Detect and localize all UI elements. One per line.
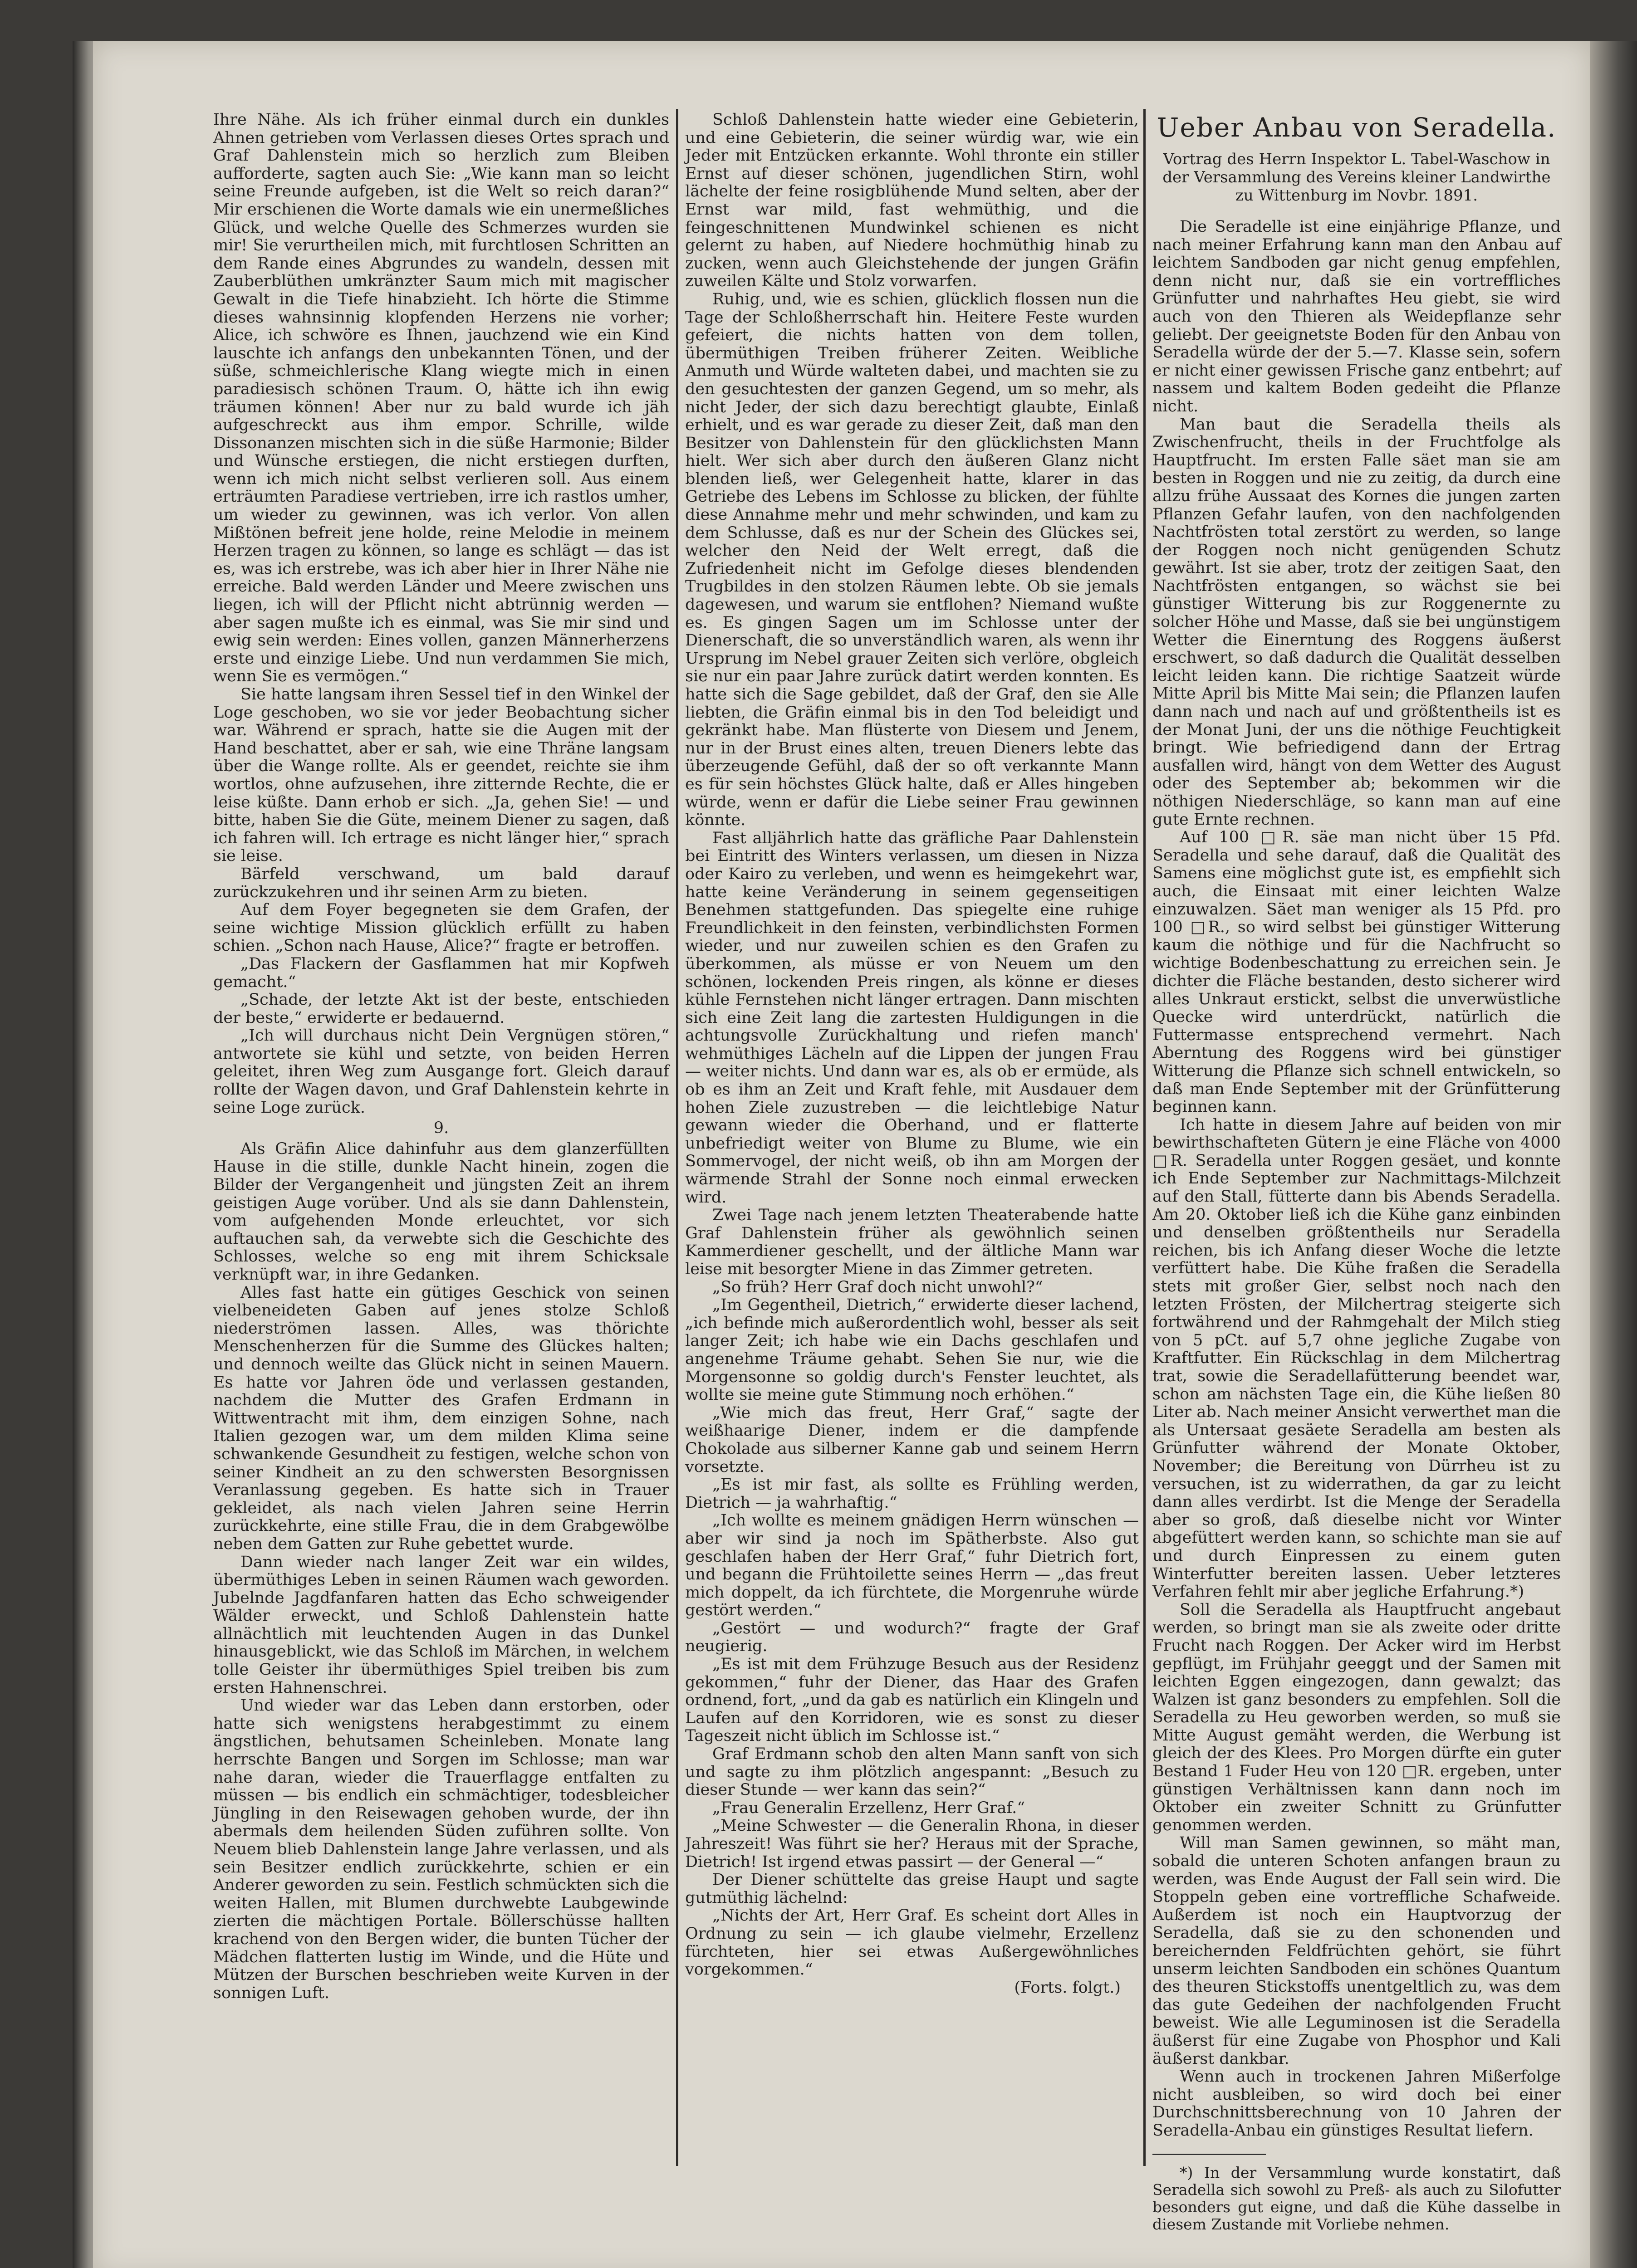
story-paragraph: „Im Gegentheil, Dietrich,“ erwiderte dieser lachend, „ich befinde mich außerordentlich wohl, besser als seit langer Zeit; ich habe wie ein Dachs geschlafen und angenehme Träume gehabt. Sehen Sie nur, wie die Morgensonne so goldig durch's Fenster leuchtet, als wollte sie meine gute Stimmung noch erhöhen.“ [685,1296,1139,1404]
story-column-middle [685,111,1139,2161]
story-paragraph: „Ich wollte es meinem gnädigen Herrn wünschen — aber wir sind ja noch im Spätherbste. Also gut geschlafen haben der Herr Graf,“ fuhr Dietrich fort, und begann die Frühtoilette seines Herrn — „das freut mich doppelt, da ich fürchtete, die Morgenruhe würde gestört werden.“ [685,1511,1139,1620]
column-rule [1143,109,1146,2166]
article-title: Ueber Anbau von Seradella. [1157,112,1557,143]
story-paragraph: „Ich will durchaus nicht Dein Vergnügen stören,“ antwortete sie kühl und setzte, von beiden Herren geleitet, ihren Weg zum Ausgange fort. Gleich darauf rollte der Wagen davon, und Graf Dahlenstein kehrte in seine Loge zurück. [213,1026,669,1117]
article-paragraph: Auf 100 □R. säe man nicht über 15 Pfd. Seradella und sehe darauf, daß die Qualität des Samens eine möglichst gute ist, es empfiehlt sich auch, die Einsaat mit einer leichten Walze einzuwalzen. Säet man weniger als 15 Pfd. pro 100 □R., so wird selbst bei günstiger Witterung kaum die nöthige und für die Nachfrucht so wichtige Bodenbeschattung zu erreichen sein. Je dichter die Fläche bestanden, desto sicherer wird alles Unkraut erstickt, selbst die unverwüstliche Quecke wird unterdrückt, natürlich die Futtermasse entsprechend vermehrt. Nach Aberntung des Roggens wird bei günstiger Witterung die Pflanze sich schnell entwickeln, so daß man Ende September mit der Grünfütterung beginnen kann. [1152,828,1561,1116]
page-edge [1590,41,1637,2268]
story-column-left [213,111,669,2161]
footnote: *) In der Versammlung wurde konstatirt, daß Seradella sich sowohl zu Preß- als auch zu Silofutter besonders gut eigne, und daß die Kühe dasselbe in diesem Zustande mit Vorliebe nehmen. [1152,2163,1561,2233]
article-subtitle: Vortrag des Herrn Inspektor L. Tabel-Waschow in der Versammlung des Vereins kleiner Landwirthe zu Wittenburg im Novbr. 1891. [1162,150,1551,205]
story-paragraph: „Frau Generalin Erzellenz, Herr Graf.“ [712,1799,1025,1817]
chapter-number: 9. [433,1119,449,1138]
story-paragraph: Als Gräfin Alice dahinfuhr aus dem glanzerfüllten Hause in die stille, dunkle Nacht hinein, zogen die Bilder der Vergangenheit und jüngsten Zeit an ihrem geistigen Auge vorüber. Und als sie dann Dahlenstein, vom aufgehenden Monde erleuchtet, vor sich auftauchen sah, da verwebte sich die Geschichte des Schlosses, welche so eng mit ihrem Schicksale verknüpft war, in ihre Gedanken. [213,1139,669,1284]
story-paragraph: „Wie mich das freut, Herr Graf,“ sagte der weißhaarige Diener, indem er die dampfende Chokolade aus silberner Kanne gab und seinem Herrn vorsetzte. [685,1403,1139,1476]
story-paragraph: Fast alljährlich hatte das gräfliche Paar Dahlenstein bei Eintritt des Winters verlassen, um diesen in Nizza oder Kairo zu verleben, und wenn es heimgekehrt war, hatte keine Veränderung in seinem gegenseitigen Benehmen stattgefunden. Das spiegelte eine ruhige Freundlichkeit in den feinsten, verbindlichsten Formen wieder, und nur zuweilen schien es den Grafen zu überkommen, als müsse er von Neuem um den schönen, lockenden Preis ringen, als könne er dieses kühle Fernstehen nicht länger ertragen. Dann mischten sich eine Zeit lang die zartesten Huldigungen in die achtungsvolle Zurückhaltung und riefen manch' wehmüthiges Lächeln auf die Lippen der jungen Frau — weiter nichts. Und dann war es, als ob er ermüde, als ob es ihm an Zeit und Kraft fehle, mit Ausdauer dem hohen Ziele zuzustreben — die leichtlebige Natur gewann wieder die Oberhand, und er flatterte unbefriedigt weiter von Blume zu Blume, wie ein Sommervogel, der nicht weiß, ob ihn am Morgen der wärmende Strahl der Sonne noch einmal erwecken wird. [685,829,1139,1207]
article-paragraph: Will man Samen gewinnen, so mäht man, sobald die unteren Schoten anfangen braun zu werden, was Ende August der Fall sein wird. Die Stoppeln geben eine vortreffliche Schafweide. Außerdem ist noch ein Hauptvorzug der Seradella, daß sie zu den schonenden und bereichernden Feldfrüchten gehört, sie führt unserm leichten Sandboden ein schönes Quantum des theuren Stickstoffs unentgeltlich zu, was dem das gute Gedeihen der nachfolgenden Frucht beweist. Wie alle Leguminosen ist die Seradella äußerst für eine Zugabe von Phosphor und Kali äußerst dankbar. [1152,1834,1561,2068]
story-paragraph: „So früh? Herr Graf doch nicht unwohl?“ [712,1278,1043,1296]
story-paragraph: Ihre Nähe. Als ich früher einmal durch ein dunkles Ahnen getrieben vom Verlassen dieses Ortes sprach und Graf Dahlenstein mich so herzlich zum Bleiben aufforderte, sagten auch Sie: „Wie kann man so leicht seine Freunde aufgeben, ist die Welt so reich daran?“ Mir erschienen die Worte damals wie ein unermeßliches Glück, und welche Quelle des Schmerzes wurden sie mir! Sie verurtheilen mich, mit furchtlosen Schritten an dem Rande eines Abgrundes zu wandeln, dessen mit Zauberblüthen umkränzter Saum mich mit magischer Gewalt in die Tiefe hinabzieht. Ich hörte die Stimme dieses wahnsinnig klopfenden Herzens nie vorher; Alice, ich schwöre es Ihnen, jauchzend wie ein Kind lauschte ich anfangs den unbekannten Tönen, und der süße, schmeichlerische Klang wiegte mich in einen paradiesisch schönen Traum. O, hätte ich ihn ewig träumen können! Aber nur zu bald wurde ich jäh aufgeschreckt aus ihm empor. Schrille, wilde Dissonanzen mischten sich in die süße Harmonie; Bilder und Wünsche erstiegen, die nicht erstiegen durften, wenn ich mich nicht selbst verlieren soll. Aus einem erträumten Paradiese vertrieben, irre ich rastlos umher, um wieder zu gewinnen, was ich verlor. Von allen Mißtönen befreit jene holde, reine Melodie in meinem Herzen tragen zu können, so lange es schlägt — das ist es, was ich erstrebe, was ich aber hier in Ihrer Nähe nie erreiche. Bald werden Länder und Meere zwischen uns liegen, ich will der Pflicht nicht abtrünnig werden — aber sagen mußte ich es einmal, was Sie mir sind und ewig sein werden: Eines vollen, ganzen Männerherzens erste und einzige Liebe. Und nun verdammen Sie mich, wenn Sie es vermögen.“ [213,111,669,686]
continued-note: (Forts. folgt.) [1014,1978,1121,1997]
article-paragraph: Man baut die Seradella theils als Zwischenfrucht, theils in der Fruchtfolge als Hauptfrucht. Im ersten Falle säet man sie am besten in Roggen und nie zu zeitig, da durch eine allzu frühe Aussaat des Kornes die jungen zarten Pflanzen Gefahr laufen, von den nachfolgenden Nachtfrösten total zerstört zu werden, so lange der Roggen noch nicht genügenden Schutz gewährt. Ist sie aber, trotz der zeitigen Saat, den Nachtfrösten entgangen, so wächst sie bei günstiger Witterung bis zur Roggenernte zu solcher Höhe und Masse, daß sie bei ungünstigem Wetter die Einerntung des Roggens äußerst erschwert, so daß dadurch die Qualität desselben leicht leiden kann. Die richtige Saatzeit würde Mitte April bis Mitte Mai sein; die Pflanzen laufen dann nach und nach auf und größtentheils ist es der Monat Juni, der uns die nöthige Feuchtigkeit bringt. Wie befriedigend dann der Ertrag ausfallen wird, hängt von dem Wetter des August oder des September ab; bekommen wir die nöthigen Niederschläge, so kann man auf eine gute Ernte rechnen. [1152,415,1561,829]
article-paragraph: Ich hatte in diesem Jahre auf beiden von mir bewirthschafteten Gütern je eine Fläche von 4000 □R. Seradella unter Roggen gesäet, und konnte ich Ende September zur Nachmittags-Milchzeit auf den Stall, fütterte dann bis Abends Seradella. Am 20. Oktober ließ ich die Kühe ganz einbinden und denselben größtentheils nur Seradella reichen, bis ich Anfang dieser Woche die letzte verfüttert habe. Die Kühe fraßen die Seradella stets mit großer Gier, selbst noch nach den letzten Frösten, der Milchertrag steigerte sich fortwährend und der Rahmgehalt der Milch stieg von 5 pCt. auf 5,7 ohne jegliche Zugabe von Kraftfutter. Ein Rückschlag in dem Milchertrag trat, sowie die Seradellafütterung beendet war, schon am nächsten Tage ein, die Kühe ließen 80 Liter ab. Nach meiner Ansicht verwerthet man die als Untersaat gesäete Seradella am besten als Grünfutter während der Monate Oktober, November; die Bereitung von Dürrheu ist zu versuchen, ist zu widerrathen, da gar zu leicht dann alles verdirbt. Ist die Menge der Seradella aber so groß, daß dieselbe nicht vor Winter abgefüttert werden kann, so schichte man sie auf und durch Einpressen zu einem guten Winterfutter bereiten lassen. Ueber letzteres Verfahren fehlt mir aber jegliche Erfahrung.*) [1152,1115,1561,1601]
story-paragraph: Ruhig, und, wie es schien, glücklich flossen nun die Tage der Schloßherrschaft hin. Heitere Feste wurden gefeiert, die nichts hatten von dem tollen, übermüthigen Treiben früherer Zeiten. Weibliche Anmuth und Würde walteten dabei, und machten sie zu den gesuchtesten der ganzen Gegend, um so mehr, als nicht Jeder, der sich dazu berechtigt glaubte, Einlaß erhielt, und es war gerade zu dieser Zeit, daß man den Besitzer von Dahlenstein für den glücklichsten Mann hielt. Wer sich aber durch den äußeren Glanz nicht blenden ließ, wer Gelegenheit hatte, klarer in das Getriebe des Lebens im Schlosse zu blicken, der fühlte diese Annahme mehr und mehr schwinden, und kam zu dem Schlusse, daß es nur der Schein des Glückes sei, welcher den Neid der Welt erregt, daß die Zufriedenheit nicht im Gefolge dieses blendenden Trugbildes in den stolzen Räumen lebte. Ob sie jemals dagewesen, und warum sie entflohen? Niemand wußte es. Es gingen Sagen um im Schlosse unter der Dienerschaft, die so unverständlich waren, als wenn ihr Ursprung im Nebel grauer Zeiten sich verlöre, obgleich sie nur ein paar Jahre zurück datirt werden konnten. Es hatte sich die Sage gebildet, daß der Graf, den sie Alle liebten, die Gräfin einmal bis in den Tod beleidigt und gekränkt habe. Man flüsterte von Diesem und Jenem, nur in der Brust eines alten, treuen Dieners lebte das überzeugende Gefühl, daß der so oft verkannte Mann es für sein höchstes Glück halte, daß er Alles hingeben würde, wenn er dafür die Liebe seiner Frau gewinnen könnte. [685,290,1139,830]
column-rule [676,109,678,2166]
story-paragraph: „Schade, der letzte Akt ist der beste, entschieden der beste,“ erwiderte er bedauernd. [213,991,669,1027]
article-column-right [1152,111,1561,2233]
article-paragraph: Wenn auch in trockenen Jahren Mißerfolge nicht ausbleiben, so wird doch bei einer Durchschnittsberechnung von 10 Jahren der Seradella-Anbau ein günstiges Resultat liefern. [1152,2068,1561,2140]
story-paragraph: Graf Erdmann schob den alten Mann sanft von sich und sagte zu ihm plötzlich angespannt: „Besuch zu dieser Stunde — wer kann das sein?“ [685,1745,1139,1799]
story-paragraph: Schloß Dahlenstein hatte wieder eine Gebieterin, und eine Gebieterin, die seiner würdig war, wie ein Jeder mit Entzücken erkannte. Wohl thronte ein stiller Ernst auf dieser schönen, jugendlichen Stirn, wohl lächelte der feine rosigblühende Mund selten, aber der Ernst war mild, fast wehmüthig, und die feingeschnittenen Mundwinkel schienen es nicht gelernt zu haben, auf Niedere hochmüthig hinab zu zucken, wenn auch Gleichstehende der jungen Gräfin zuweilen Kälte und Stolz vorwarfen. [685,111,1139,291]
story-paragraph: „Nichts der Art, Herr Graf. Es scheint dort Alles in Ordnung zu sein — ich glaube vielmehr, Erzellenz fürchteten, hier sei etwas Außergewöhnliches vorgekommen.“ [685,1906,1139,1979]
footnote-rule [1152,2154,1266,2155]
story-paragraph: Zwei Tage nach jenem letzten Theaterabende hatte Graf Dahlenstein früher als gewöhnlich seinen Kammerdiener geschellt, und der ältliche Mann war leise mit besorgter Miene in das Zimmer getreten. [685,1206,1139,1278]
story-paragraph: „Gestört — und wodurch?“ fragte der Graf neugierig. [685,1619,1139,1656]
story-paragraph: „Es ist mit dem Frühzuge Besuch aus der Residenz gekommen,“ fuhr der Diener, das Haar des Grafen ordnend, fort, „und da gab es natürlich ein Klingeln und Laufen auf den Korridoren, wie es sonst zu dieser Tageszeit nicht üblich im Schlosse ist.“ [685,1655,1139,1745]
story-paragraph: Alles fast hatte ein gütiges Geschick von seinen vielbeneideten Gaben auf jenes stolze Schloß niederströmen lassen. Alles, was thörichte Menschenherzen für die Summe des Glückes halten; und dennoch weilte das Glück nicht in seinen Mauern. Es hatte vor Jahren öde und verlassen gestanden, nachdem die Mutter des Grafen Erdmann in Wittwentracht mit ihm, dem einzigen Sohne, nach Italien gezogen war, um dem milden Klima seine schwankende Gesundheit zu festigen, welche schon von seiner Kindheit an zu den schwersten Besorgnissen Veranlassung gegeben. Es hatte sich in Trauer gekleidet, als nach vielen Jahren seine Herrin zurückkehrte, eine stille Frau, die in dem Grabgewölbe neben dem Gatten zur Ruhe gebettet wurde. [213,1283,669,1553]
story-paragraph: „Es ist mir fast, als sollte es Frühling werden, Dietrich — ja wahrhaftig.“ [685,1476,1139,1512]
article-paragraph: Soll die Seradella als Hauptfrucht angebaut werden, so bringt man sie als zweite oder dritte Frucht nach Roggen. Der Acker wird im Herbst gepflügt, im Frühjahr geeggt und der Samen mit leichten Eggen eingezogen, dann gewalzt; das Walzen ist ganz besonders zu empfehlen. Soll die Seradella zu Heu geworben werden, so muß sie Mitte August gemäht werden, die Werbung ist gleich der des Klees. Pro Morgen dürfte ein guter Bestand 1 Fuder Heu von 120 □R. ergeben, unter günstigen Verhältnissen kann dann noch im Oktober ein zweiter Schnitt zu Grünfutter genommen werden. [1152,1600,1561,1834]
article-paragraph: Die Seradelle ist eine einjährige Pflanze, und nach meiner Erfahrung kann man den Anbau auf leichtem Sandboden gar nicht genug empfehlen, denn nicht nur, daß sie ein vortreffliches Grünfutter und nahrhaftes Heu giebt, sie wird auch von den Thieren als Weidepflanze sehr geliebt. Der geeignetste Boden für den Anbau von Seradella würde der der 5.—7. Klasse sein, sofern er nicht einer gewissen Frische ganz entbehrt; auf nassem und kaltem Boden gedeiht die Pflanze nicht. [1152,218,1561,415]
story-paragraph: Dann wieder nach langer Zeit war ein wildes, übermüthiges Leben in seinen Räumen wach geworden. Jubelnde Jagdfanfaren hatten das Echo schweigender Wälder erweckt, und Schloß Dahlenstein hatte allnächtlich mit leuchtenden Augen in das Dunkel hinausgeblickt, wie das Schloß im Märchen, in welchem tolle Geister ihr übermüthiges Spiel treiben bis zum ersten Hahnenschrei. [213,1553,669,1697]
story-paragraph: Auf dem Foyer begegneten sie dem Grafen, der seine wichtige Mission glücklich erfüllt zu haben schien. „Schon nach Hause, Alice?“ fragte er betroffen. [213,901,669,955]
story-paragraph: Der Diener schüttelte das greise Haupt und sagte gutmüthig lächelnd: [685,1871,1139,1907]
story-paragraph: Sie hatte langsam ihren Sessel tief in den Winkel der Loge geschoben, wo sie vor jeder Beobachtung sicher war. Während er sprach, hatte sie die Augen mit der Hand beschattet, aber er sah, wie eine Thräne langsam über die Wange rollte. Als er geendet, reichte sie ihm wortlos, ohne aufzusehen, ihre zitternde Rechte, die er leise küßte. Dann erhob er sich. „Ja, gehen Sie! — und bitte, haben Sie die Güte, meinem Diener zu sagen, daß ich fahren will. Ich ertrage es nicht länger hier,“ sprach sie leise. [213,685,669,865]
story-paragraph: Und wieder war das Leben dann erstorben, oder hatte sich wenigstens herabgestimmt zu einem ängstlichen, behutsamen Scheinleben. Monate lang herrschte Bangen und Sorgen im Schlosse; man war nahe daran, wieder die Trauerflagge entfalten zu müssen — bis endlich ein schmächtiger, todesbleicher Jüngling in den Reisewagen gehoben wurde, der ihn abermals dem heilenden Süden zuführen sollte. Von Neuem blieb Dahlenstein lange Jahre verlassen, und als sein Besitzer endlich zurückkehrte, schien er ein Anderer geworden zu sein. Festlich schmückten sich die weiten Hallen, mit Blumen durchwebte Laubgewinde zierten die mächtigen Portale. Böllerschüsse hallten krachend von den Bergen wider, die bunten Tücher der Mädchen flatterten lustig im Winde, und die Hüte und Mützen der Burschen beschrieben weite Kurven in der sonnigen Luft. [213,1696,669,2002]
story-paragraph: „Das Flackern der Gasflammen hat mir Kopfweh gemacht.“ [213,954,669,991]
story-paragraph: Bärfeld verschwand, um bald darauf zurückzukehren und ihr seinen Arm zu bieten. [213,865,669,901]
story-paragraph: „Meine Schwester — die Generalin Rhona, in dieser Jahreszeit! Was führt sie her? Heraus mit der Sprache, Dietrich! Ist irgend etwas passirt — der General —“ [685,1817,1139,1871]
